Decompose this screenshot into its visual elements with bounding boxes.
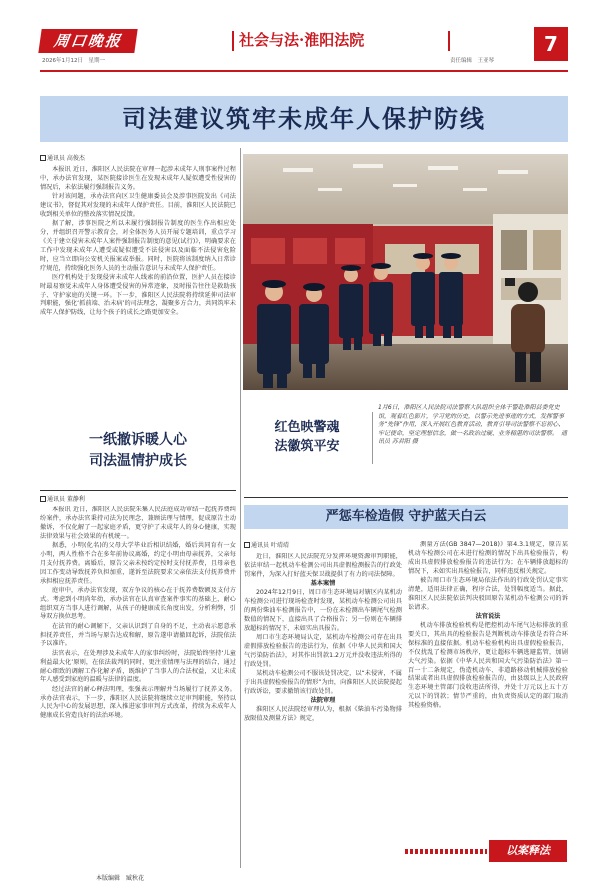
square-icon	[40, 155, 46, 161]
section-label-judge-says: 法官说法	[475, 612, 501, 620]
responsible-editors: 责任编辑 王亚琴	[450, 58, 495, 64]
section-title: 社会与法·淮阳法院	[239, 31, 365, 49]
subhead-divorce-line1: 一纸撤诉暖人心	[89, 432, 187, 448]
article3-paragraph: 2024年12月9日，周口市生态环境局对辖区内某机动车检测公司进行现场检查时发现，某机动车检测公司出具的两份柴油车检测报告中，一份在未检测出车辆尾气检测数值的情况下，直接出具了合格报告；另一份则在车辆排放超标的情况下，未如实出具报告。	[244, 589, 402, 632]
section-label-basic-facts: 基本案情	[310, 580, 336, 588]
article3-paragraph: 周口市生态环境局认定，某机动车检测公司存在出具虚假排放检验报告的违法行为，依据《中华人民共和国大气污染防治法》，对其作出罚款1.2万元并没收违法所得的行政处罚。	[244, 634, 402, 668]
square-icon	[40, 496, 46, 502]
article2-rule	[40, 490, 236, 491]
article3-paragraph: 淮阳区人民法院经审理认为，根据《柴油车污染物排放限值及测量方法》规定，	[244, 706, 402, 723]
photo-caption: 1月6日，淮阳区人民法院司法警察大队组织全体干警赴淮阳县委党史馆，观看红色影片，学习党的历史，以警示先进事迹的方式，发挥警事务“先锋”作用，深入开展红色教育活动，教育引导司法警察不忘初心、牢记使命，坚定理想信念，做一名政治过硬、业务精湛的司法警察。 通讯员 苏君阳 摄	[378, 404, 568, 446]
article1-byline	[40, 153, 85, 162]
subhead-red-soul	[252, 418, 362, 456]
article3-byline-text: 通讯员 叶靖靖	[251, 542, 289, 549]
article2-paragraph: 据悉，小明(化名)的父母大学毕业后相识结婚，婚后共同育有一女小明，两人性格不合在多年前协议离婚，约定小明由母亲抚养，父亲每月支付抚养费。离婚后，原告父亲未按约定按时支付抚养费，且母亲也因工作变动导致抚养负担加重，遂诉至法院要求父亲依法支付抚养费并承担相应抚养责任。	[40, 541, 236, 585]
article2-byline-text: 通讯员 董静利	[47, 496, 85, 503]
article3-byline	[244, 540, 289, 549]
article2-body	[40, 506, 236, 864]
article2-paragraph: 在法官的耐心调解下，父亲认识到了自身的不足，主动表示愿意承担抚养责任，并当场与原告达成和解，原告遂申请撤回起诉，法院依法予以准许。	[40, 622, 236, 648]
section-divider-right	[448, 31, 450, 51]
article2-byline	[40, 494, 85, 503]
article3-paragraph: 近日，淮阳区人民法院充分发挥环境资源审判职能，依法审结一起机动车检测公司出具虚假检测报告的行政处罚案件，为深入打好蓝天保卫战提供了有力的司法保障。	[244, 553, 402, 578]
article1-paragraph: 医疗机构处于发现侵害未成年人线索的前沿位置，医护人员在接诊时最易察觉未成年人身体遭受侵害的异常迹象，及时报告往往是救助孩子、守护家庭的关键一环。下一步，淮阳区人民法院将持续延伸司法审判职能，强化‘抓前端、治未病’的司法理念，凝聚多方合力，共同筑牢未成年人保护防线，让每个孩子的成长之路更加安全。	[40, 273, 236, 317]
page-number: 7	[534, 27, 568, 61]
page-editor: 本版编辑 臧秋花	[96, 875, 145, 882]
section-divider-left	[232, 31, 234, 51]
news-photo	[243, 154, 568, 390]
subhead-divorce-line2: 司法温情护成长	[89, 453, 187, 469]
subhead-divorce	[40, 430, 236, 472]
article1-paragraph: 据了解，涉事医院之所以未履行强制报告制度的医生作出相应处分，并组织召开警示教育会，对全体医务人员开展专题培训，重点学习《关于建立侵害未成年人案件强制报告制度的意见(试行)》，明确要求在工作中发现未成年人遭受或疑似遭受不法侵害以及面临不法侵害危险时，应当立即向公安机关报案或举报。同时，医院将该制度纳入日常诊疗规范，持续强化医务人员的主动报告意识与未成年人保护责任。	[40, 220, 236, 272]
article3-paragraph: 某机动车检测公司不服该处罚决定，以“未侵害，不属于出具虚假检验报告的情形”为由，向淮阳区人民法院提起行政诉讼，要求撤销该行政处罚。	[244, 669, 402, 695]
page-headline: 司法建议筑牢未成年人保护防线	[40, 96, 568, 142]
subhead-red-line1: 红色映警魂	[274, 420, 340, 435]
article2-paragraph: 经过法官的耐心释法明理，张强表示理解并当场履行了抚养义务。承办法官表示，下一步，淮阳区人民法院将继续立足审判职能，坚持以人民为中心的发展思想，深入推进家事审判方式改革，持续为未成年人健康成长营造良好的法治环境。	[40, 685, 236, 720]
photo-illustration	[243, 154, 568, 390]
article3-paragraph: 被告周口市生态环境局依法作出的行政处罚认定事实清楚，适用法律正确，程序合法，处罚幅度适当。据此，淮阳区人民法院依法判决驳回原告某机动车检测公司的诉讼请求。	[408, 576, 568, 611]
article3-col2	[408, 541, 568, 837]
article3-paragraph: 测量方法(GB 3847—2018)》第4.3.1规定，原告某机动车检测公司在未进行检测的情况下出具检验报告，构成出具虚假排放检验报告的违法行为；在车辆排放超标的情况下，未如实出具检验报告，同样违反相关规定。	[408, 541, 568, 575]
masthead-rule	[40, 70, 568, 72]
square-icon	[244, 542, 250, 548]
caption-divider	[372, 412, 373, 464]
case-top-rule	[244, 497, 568, 498]
article2-paragraph: 庭审中，承办法官发现，双方争议的核心在于抚养费数额及支付方式。考虑到小明尚年幼，承办法官在认真审查案件事实的基础上，耐心组织双方当事人进行调解，从孩子的健康成长角度出发，分析利弊，引导双方换位思考。	[40, 586, 236, 621]
masthead	[40, 27, 568, 69]
issue-date: 2026年1月12日 星期一	[42, 58, 105, 64]
column-divider	[240, 148, 241, 868]
article1-body	[40, 166, 236, 416]
article1-paragraph: 本报讯 近日，淮阳区人民法院在审理一起涉未成年人刑事案件过程中，承办法官发现，某医院接诊医生在发现未成年人疑似遭受性侵害的情况后，未依法履行强制报告义务。	[40, 166, 236, 191]
article1-byline-text: 通讯员 高俊杰	[47, 155, 85, 162]
article2-paragraph: 本报讯 近日，淮阳区人民法院朱集人民法庭成功审结一起抚养费纠纷案件，承办法官秉持司法为民理念，兼顾法理与情理，促成原告主动撤诉，不仅化解了一起家庭矛盾，更守护了未成年人的身心健康，实现法律效果与社会效果的有机统一。	[40, 506, 236, 540]
case-banner: 严惩车检造假 守护蓝天白云	[244, 505, 568, 529]
case-explained-badge: 以案释法	[489, 840, 567, 862]
badge-stripes	[405, 849, 487, 854]
section-label-court-trial: 法院审理	[310, 696, 336, 704]
subhead-red-line2: 法徽筑平安	[274, 439, 340, 454]
article3-col1	[244, 553, 402, 868]
article2-paragraph: 法官表示，在处理涉及未成年人的家事纠纷时，法院始终坚持‘儿童利益最大化’原则，在依法裁判的同时，更注重情理与法理的结合，通过耐心细致的调解工作化解矛盾，既维护了当事人的合法权益，又让未成年人感受到家庭的温暖与法律的温度。	[40, 649, 236, 684]
article3-paragraph: 机动车排放检验机构是把控机动车尾气达标排放的重要关口，其出具的检验报告是判断机动车排放是否符合环保标准的直接依据。机动车检验机构出具虚假检验报告，不仅扰乱了检测市场秩序，更让超标车辆逃避监管，加剧大气污染。依据《中华人民共和国大气污染防治法》第一百一十二条规定，伪造机动车、非道路移动机械排放检验结果或者出具虚假排放检验报告的，由县级以上人民政府生态环境主管部门没收违法所得，并处十万元以上五十万元以下的罚款；情节严重的，由负责资质认定的部门取消其检验资格。	[408, 622, 568, 710]
newspaper-logo: 周口晚报	[38, 29, 137, 53]
article1-paragraph: 针对该问题，承办法官向区卫生健康委员会及涉事医院发出《司法建议书》，督促其对发现的未成年人保护责任。目前，淮阳区人民法院已收到相关单位的整改落实情况反馈。	[40, 193, 236, 218]
